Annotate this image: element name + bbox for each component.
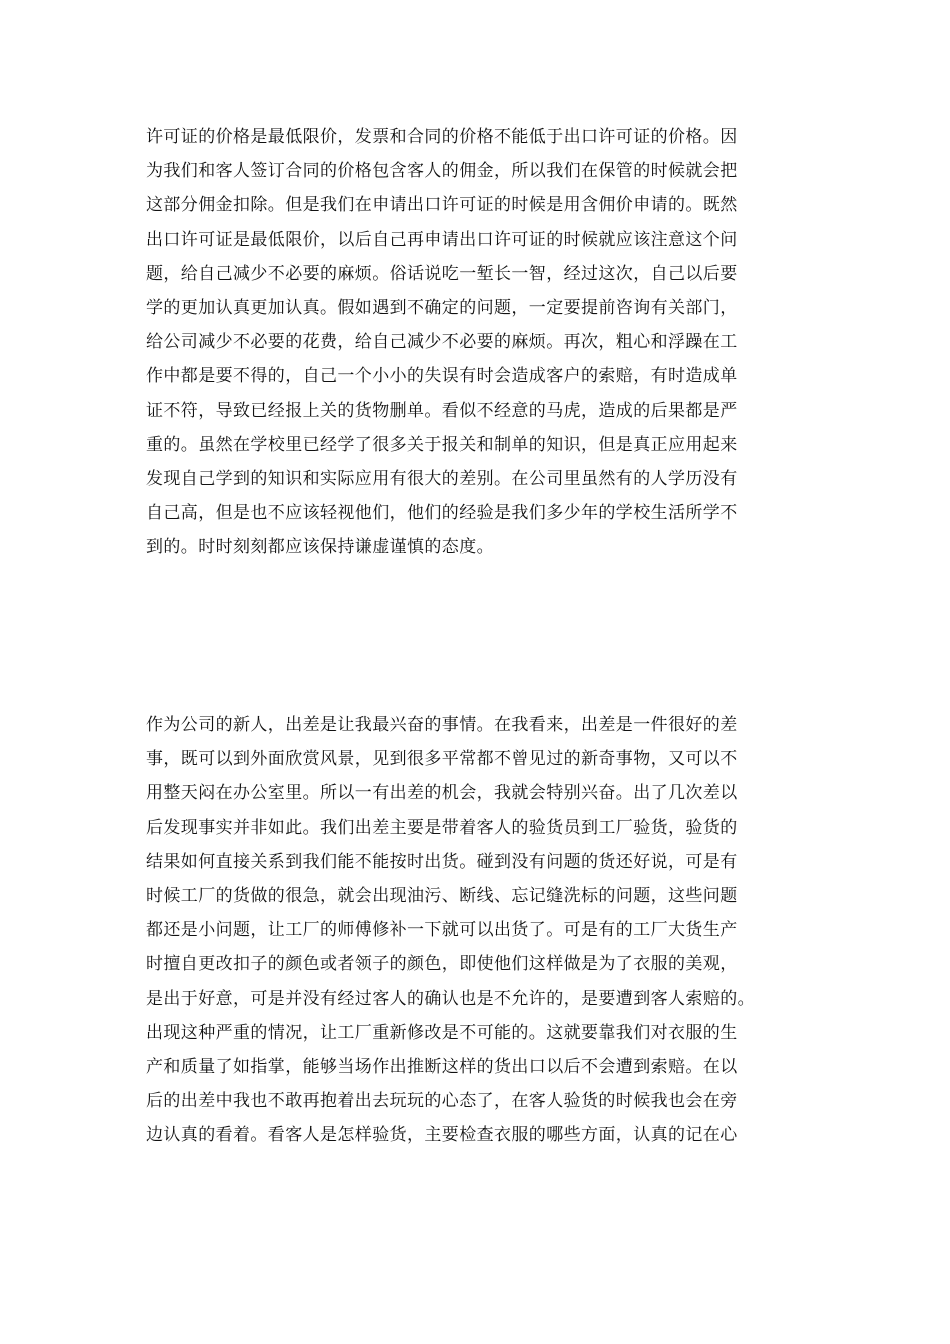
paragraph-1 (146, 120, 738, 564)
text-line: 出口许可证是最低限价，以后自己再申请出口许可证的时候就应该注意这个问 (146, 229, 738, 250)
text-line: 许可证的价格是最低限价，发票和合同的价格不能低于出口许可证的价格。因 (146, 127, 738, 147)
text-line: 是出于好意，可是并没有经过客人的确认也是不允许的，是要遭到客人索赔的。 (146, 988, 755, 1009)
text-line: 后发现事实并非如此。我们出差主要是带着客人的验货员到工厂验货，验货的 (146, 817, 738, 838)
text-line: 作中都是要不得的，自己一个小小的失误有时会造成客户的索赔，有时造成单 (146, 366, 738, 387)
text-line: 为我们和客人签订合同的价格包含客人的佣金，所以我们在保管的时候就会把 (146, 161, 738, 182)
text-line: 发现自己学到的知识和实际应用有很大的差别。在公司里虽然有的人学历没有 (146, 468, 738, 489)
text-line: 事，既可以到外面欣赏风景，见到很多平常都不曾见过的新奇事物，又可以不 (146, 749, 738, 770)
paragraph-2 (146, 708, 755, 1152)
text-line: 题，给自己减少不必要的麻烦。俗话说吃一堑长一智，经过这次，自己以后要 (146, 263, 738, 284)
text-line: 边认真的看着。看客人是怎样验货，主要检查衣服的哪些方面，认真的记在心 (146, 1125, 738, 1146)
text-line: 到的。时时刻刻都应该保持谦虚谨慎的态度。 (146, 537, 494, 558)
text-line: 后的出差中我也不敢再抱着出去玩玩的心态了，在客人验货的时候我也会在旁 (146, 1091, 738, 1112)
text-line: 证不符，导致已经报上关的货物删单。看似不经意的马虎，造成的后果都是严 (146, 400, 738, 421)
text-line: 给公司减少不必要的花费，给自己减少不必要的麻烦。再次，粗心和浮躁在工 (146, 332, 738, 353)
text-line: 都还是小问题，让工厂的师傅修补一下就可以出货了。可是有的工厂大货生产 (146, 920, 738, 941)
text-line: 用整天闷在办公室里。所以一有出差的机会，我就会特别兴奋。出了几次差以 (146, 783, 738, 804)
text-line: 时候工厂的货做的很急，就会出现油污、断线、忘记缝洗标的问题，这些问题 (146, 885, 738, 906)
text-line: 结果如何直接关系到我们能不能按时出货。碰到没有问题的货还好说，可是有 (146, 851, 738, 872)
text-line: 产和质量了如指掌，能够当场作出推断这样的货出口以后不会遭到索赔。在以 (146, 1056, 738, 1077)
text-line: 出现这种严重的情况，让工厂重新修改是不可能的。这就要靠我们对衣服的生 (146, 1022, 738, 1043)
text-line: 作为公司的新人，出差是让我最兴奋的事情。在我看来，出差是一件很好的差 (146, 715, 738, 735)
text-line: 自己高，但是也不应该轻视他们，他们的经验是我们多少年的学校生活所学不 (146, 503, 738, 524)
text-line: 重的。虽然在学校里已经学了很多关于报关和制单的知识，但是真正应用起来 (146, 434, 738, 455)
text-line: 时擅自更改扣子的颜色或者领子的颜色，即使他们这样做是为了衣服的美观， (146, 954, 738, 975)
text-line: 这部分佣金扣除。但是我们在申请出口许可证的时候是用含佣价申请的。既然 (146, 195, 738, 216)
text-line: 学的更加认真更加认真。假如遇到不确定的问题，一定要提前咨询有关部门， (146, 297, 738, 318)
